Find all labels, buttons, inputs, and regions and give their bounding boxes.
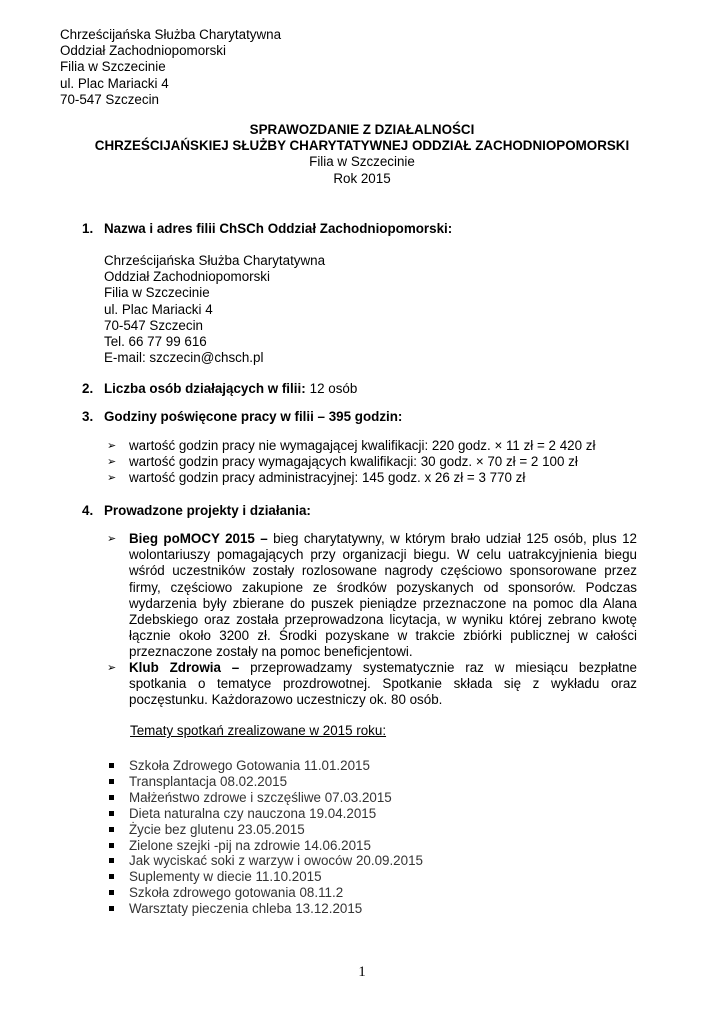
topic-item	[107, 869, 423, 885]
topic-text: Szkoła zdrowego gotowania 08.11.2	[129, 885, 344, 901]
project-body	[129, 531, 637, 661]
project-title: Bieg poMOCY 2015 –	[129, 531, 268, 546]
square-bullet-icon	[109, 843, 114, 848]
topic-text: Zielone szejki -pij na zdrowie 14.06.2015	[129, 837, 371, 853]
address-line: Chrześcijańska Służba Charytatywna	[104, 253, 326, 268]
section-number: 4.	[82, 503, 94, 518]
list-item	[107, 454, 595, 470]
square-bullet-icon	[109, 858, 114, 863]
arrow-bullet-icon: ➢	[107, 456, 117, 469]
project-body	[129, 660, 637, 709]
topics-list	[107, 758, 423, 917]
square-bullet-icon	[109, 874, 114, 879]
section-title: Nazwa i adres filii ChSCh Oddział Zachodniopomorski:	[104, 221, 453, 236]
title-line-4: Rok 2015	[333, 170, 391, 186]
sender-line: Oddział Zachodniopomorski	[60, 43, 226, 59]
address-line: Filia w Szczecinie	[104, 285, 210, 301]
square-bullet-icon	[109, 779, 114, 784]
topic-item	[107, 822, 423, 838]
section-number: 1.	[82, 221, 94, 236]
project-title: Klub Zdrowia –	[129, 660, 240, 675]
list-item	[107, 438, 595, 454]
topics-heading: Tematy spotkań zrealizowane w 2015 roku:	[130, 723, 387, 738]
sender-address	[60, 27, 281, 108]
address-line: 70-547 Szczecin	[104, 317, 203, 333]
topic-item	[107, 758, 423, 774]
topic-text: Warsztaty pieczenia chleba 13.12.2015	[129, 901, 363, 917]
project-klub-zdrowia	[107, 660, 637, 709]
staff-count: 12 osób	[309, 381, 358, 396]
arrow-bullet-icon: ➢	[107, 662, 117, 674]
title-line-3: Filia w Szczecinie	[309, 154, 415, 170]
section-2-heading	[82, 381, 357, 397]
report-title	[0, 122, 724, 187]
topic-text: Transplantacja 08.02.2015	[129, 773, 288, 789]
topic-item	[107, 790, 423, 806]
page-number: 1	[358, 964, 366, 980]
section-3-heading	[82, 409, 402, 425]
section-title: Liczba osób działających w filii:	[104, 381, 306, 396]
topic-text: Małżeństwo zdrowe i szczęśliwe 07.03.2015	[129, 789, 392, 805]
sender-line: 70-547 Szczecin	[60, 91, 159, 107]
arrow-bullet-icon: ➢	[107, 472, 117, 485]
sender-line: Chrześcijańska Służba Charytatywna	[60, 27, 282, 42]
list-item-text: wartość godzin pracy nie wymagającej kwalifikacji: 220 godz. × 11 zł = 2 420 zł	[129, 438, 596, 453]
topic-item	[107, 838, 423, 854]
topic-text: Suplementy w diecie 11.10.2015	[129, 869, 322, 885]
arrow-bullet-icon: ➢	[107, 533, 117, 545]
list-item-text: wartość godzin pracy wymagających kwalifikacji: 30 godz. × 70 zł = 2 100 zł	[129, 454, 578, 470]
title-line-1: SPRAWOZDANIE Z DZIAŁALNOŚCI	[249, 122, 475, 137]
topic-item	[107, 901, 423, 917]
section-number: 3.	[82, 409, 94, 424]
sender-line: ul. Plac Mariacki 4	[60, 75, 169, 91]
square-bullet-icon	[109, 795, 114, 800]
section-title: Godziny poświęcone pracy w filii – 395 godzin:	[104, 409, 403, 424]
square-bullet-icon	[109, 811, 114, 816]
address-line: Oddział Zachodniopomorski	[104, 269, 270, 285]
address-line: ul. Plac Mariacki 4	[104, 301, 213, 317]
square-bullet-icon	[109, 890, 114, 895]
list-item-text: wartość godzin pracy administracyjnej: 145 godz. x 26 zł = 3 770 zł	[129, 470, 526, 486]
work-hours-list	[107, 438, 595, 487]
section-number: 2.	[82, 381, 94, 396]
sender-line: Filia w Szczecinie	[60, 59, 166, 75]
topic-item	[107, 806, 423, 822]
square-bullet-icon	[109, 827, 114, 832]
topic-item	[107, 774, 423, 790]
project-text: bieg charytatywny, w którym brało udział 125 osób, plus 12 wolontariuszy pomagających przy organizacji biegu. W celu uatrakcyjnienia biegu wśród uczestników zostały rozlosowane nagrody częściowo sponsorowane przez firmy, częściowo zakupione ze środków pozyskanych od sponsorów. Podczas wydarzenia były zbierane do puszek pieniądze przeznaczone na pomoc dla Alana Zdebskiego oraz została przeprowadzona licytacja, w wyniku której zebrano kwotę łącznie około 3200 zł. Środki pozyskane w trakcie zbiórki publicznej w całości przeznaczone zostały na pomoc beneficjentowi.	[129, 531, 637, 660]
section-1-heading	[82, 221, 452, 237]
topic-text: Szkoła Zdrowego Gotowania 11.01.2015	[129, 758, 370, 773]
section-title: Prowadzone projekty i działania:	[104, 503, 311, 518]
topic-text: Jak wyciskać soki z warzyw i owoców 20.09.2015	[129, 853, 423, 869]
topic-item	[107, 885, 423, 901]
arrow-bullet-icon: ➢	[107, 440, 117, 452]
square-bullet-icon	[109, 763, 114, 768]
project-bieg-pomocy	[107, 531, 637, 661]
project-text: przeprowadzamy systematycznie raz w miesiącu bezpłatne spotkania o tematyce prozdrowotnej. Spotkanie składa się z wykładu oraz poczęstunku. Każdorazowo uczestniczy ok. 80 osób.	[129, 660, 637, 708]
section-4-heading	[82, 503, 311, 519]
list-item	[107, 470, 595, 486]
topic-text: Dieta naturalna czy nauczona 19.04.2015	[129, 805, 377, 821]
branch-address	[104, 253, 325, 366]
title-line-2: CHRZEŚCIJAŃSKIEJ SŁUŻBY CHARYTATYWNEJ ODDZIAŁ ZACHODNIOPOMORSKI	[94, 138, 630, 154]
email-line: E-mail: szczecin@chsch.pl	[104, 350, 264, 366]
address-line: Tel. 66 77 99 616	[104, 334, 207, 350]
topic-text: Życie bez glutenu 23.05.2015	[129, 821, 305, 837]
square-bullet-icon	[109, 906, 114, 911]
topic-item	[107, 853, 423, 869]
